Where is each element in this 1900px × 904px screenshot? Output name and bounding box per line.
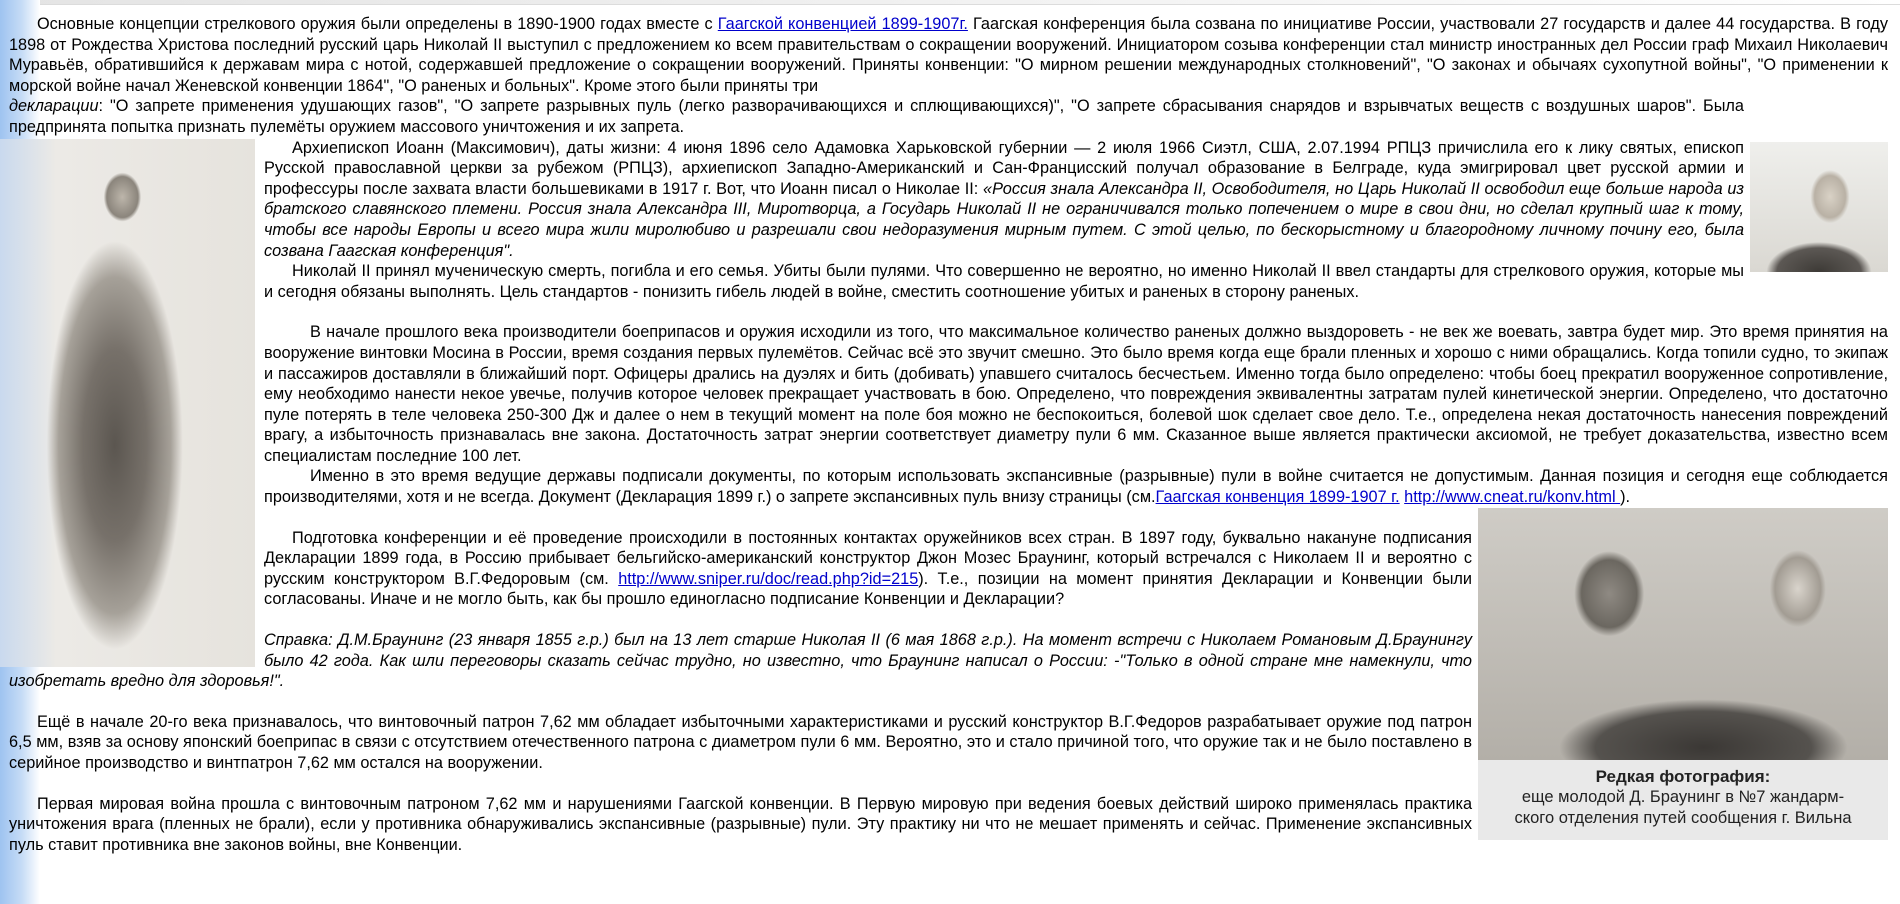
- caption-line: ского отделения путей сообщения г. Вильна: [1514, 808, 1852, 827]
- text-span: Гаагская конференция была созвана по инициативе России, участвовали 27 государств и далее 44 государства. В году 1898 от Рождества Христова последний русский царь Николай II выступил с предложением ко всем правительствам о сокращении вооружений. Инициатором созыва конференции стал министр иностранных дел России граф Михаил Николаевич Муравьёв, обратившийся к державам мира с нотой, содержавшей предложение о сокращении вооружений. Приняты конвенции: "О мирном решении международных столкновений", "О законах и обычаях сухопутной войны", "О применении к морской войне начал Женевской конвенции 1864", "О раненых и больных". Кроме этого были приняты три: [9, 15, 1888, 95]
- text-span: ).: [1620, 488, 1631, 507]
- photo-browning-block: [1478, 508, 1888, 840]
- link-hague-convention[interactable]: Гаагской конвенцией 1899-1907г.: [717, 15, 968, 33]
- link-sniper[interactable]: http://www.sniper.ru/doc/read.php?id=215: [618, 569, 919, 588]
- caption-line: еще молодой Д. Браунинг в №7 жандарм-: [1521, 787, 1845, 806]
- link-hague-convention-1907[interactable]: Гаагская конвенция 1899-1907 г.: [1155, 488, 1400, 507]
- paragraph-archbishop-john: [9, 138, 1888, 262]
- paragraph-wwi: Первая мировая война прошла с винтовочным патроном 7,62 мм и нарушениями Гаагской конвенции. В Первую мировую при ведения боевых действий широко применялась практика уничтожения врага (пленных не брали), если у противника обнаруживались экспансивные (разрывные) пули. Эту практику ни что не мешает применять и сейчас. Применение экспансивных пуль ставит противника вне законов войны, вне Конвенции.: [9, 794, 1472, 854]
- text-italic: декларации: [9, 97, 99, 116]
- caption-title: Редкая фотография:: [1595, 766, 1771, 786]
- paragraph-fedorov: Ещё в начале 20-го века признавалось, что винтовочный патрон 7,62 мм обладает избыточными характеристиками и русский конструктор В.Г.Федоров разрабатывает оружие под патрон 6,5 мм, взяв за основу японский боеприпас в связи с отсутствием отечественного патрона с диаметром пули 6 мм. Вероятно, это и стало причиной того, что оружие так и не было поставлено в серийное производство и винтпатрон 7,62 мм остался на вооружении.: [9, 712, 1472, 772]
- article-body: [9, 14, 1888, 855]
- paragraph-nicholas-standards: Николай II принял мученическую смерть, погибла и его семья. Убиты были пулями. Что совершенно не вероятно, но именно Николай II ввел стандарты для стрелкового оружия, которые мы и сегодня обязаны выполнять. Цель стандартов - понизить гибель людей в войне, сместить соотношение убитых и раненых в сторону раненых.: [264, 262, 1744, 301]
- text-span: ). Т.е., позиции на момент принятия Декларации и Конвенции были согласованы. Иначе и не могло быть, как бы прошло единогласно подписание Конвенции и Декларации?: [264, 569, 1472, 609]
- photo-archbishop-john: [0, 139, 255, 667]
- link-cneat[interactable]: http://www.cneat.ru/konv.html: [1404, 488, 1621, 507]
- top-border: [0, 0, 1900, 5]
- paragraph-early-century: В начале прошлого века производители боеприпасов и оружия исходили из того, что максимальное количество раненых должно выздороветь - не век же воевать, завтра будет мир. Это время принятия на вооружение винтовки Мосина в России, время создания первых пулемётов. Сейчас всё это звучит смешно. Это было время когда еще брали пленных и хорошо с ними обращались. Когда топили судно, то экипаж и пассажиров доставляли в ближайший порт. Офицеры дрались на дуэлях и бить (добивать) упавшего считалось бесчестьем. Именно тогда было определено: чтобы боец прекратил вооруженное сопротивление, ему необходимо нанести некое увечье, получив которое человек прекращает участвовать в бою. Определено, что повреждения эквивалентны затратам пулей кинетической энергии. Определено, что достаточно пуле потерять в теле человека 250-300 Дж и далее о нем в текущий момент на поле боя можно не беспокоиться, болевой шок сделает свое дело. Т.е., определена некая достаточность нанесения повреждений врагу, а избыточность признавалась вне закона. Достаточность затрат энергии соответствует диаметру пули 6 мм. Сказанное выше является практически аксиомой, не требует доказательства, известно всем специалистам последние 100 лет.: [264, 323, 1888, 465]
- paragraph-expansive-bullets: [9, 466, 1888, 507]
- text-span: Архиепископ Иоанн (Максимович), даты жизни: 4 июня 1896 село Адамовка Харьковской губернии — 2 июля 1966 Сиэтл, США, 2.07.1994 РПЦЗ причислила его к лику святых, епископ Русской православной церкви за рубежом (РПЦЗ), архиепископ Западно-Американский и Сан-Францисский получал образование в Белграде, куда эмигрировал цвет русской армии и профессуры после захвата власти большевиками в 1917 г. Вот, что Иоанн писал о Николае II:: [264, 138, 1744, 198]
- photo-browning: [1478, 508, 1888, 760]
- quote-italic: «Россия знала Александра II, Освободителя, но Царь Николай II освободил еще больше народа из братского славянского племени. Россия знала Александра III, Миротворца, а Государь Николай II не ограничивался только попечением о мире в свои дни, но сделал крупный шаг к тому, чтобы все народы Европы и всего мира жили миролюбиво и разрешали свои недоразумения мирным путем. С этой целью, по бескорыстному и благородному личному почину его, была созвана Гаагская конференция".: [264, 179, 1745, 260]
- paragraph-hague-intro: [9, 14, 1888, 96]
- text-italic: Справка: Д.М.Браунинг (23 января 1855 г.р.) был на 13 лет старше Николая II (6 мая 1868 г.р.). На момент встречи с Николаем Романовым Д.Браунингу было 42 года. Как шли переговоры сказать сейчас трудно, но известно, что Браунинг написал о России: -"Только в одной стране мне намекнули, что изобретать вредно для здоровья!".: [9, 631, 1472, 691]
- text-span: Основные концепции стрелкового оружия были определены в 1890-1900 годах вместе с: [37, 15, 718, 33]
- text-span: Именно в это время ведущие державы подписали документы, по которым использовать экспансивные (разрывные) пули в войне считается не допустимым. Данная позиция и сегодня еще соблюдается производителями, хотя и не всегда. Документ (Декларация 1899 г.) о запрете экспансивных пуль внизу страницы (см.: [264, 467, 1888, 507]
- text-span: : "О запрете применения удушающих газов", "О запрете разрывных пуль (легко разворачивающихся и сплющивающихся)", "О запрете сбрасывания снарядов и взрывчатых веществ с воздушных шаров". Была предпринята попытка признать пулемёты оружием массового уничтожения и их запрета.: [9, 97, 1744, 136]
- photo-caption: [1478, 760, 1888, 840]
- photo-nicholas-ii: [1750, 142, 1888, 272]
- text-span: Подготовка конференции и её проведение происходили в постоянных контактах оружейников всех стран. В 1897 году, буквально накануне подписания Декларации 1899 года, в Россию прибывает бельгийско-американский конструктор Джон Мозес Браунинг, который встречался с Николаем II и вероятно с русским конструктором В.Г.Федоровым (см.: [264, 528, 1472, 588]
